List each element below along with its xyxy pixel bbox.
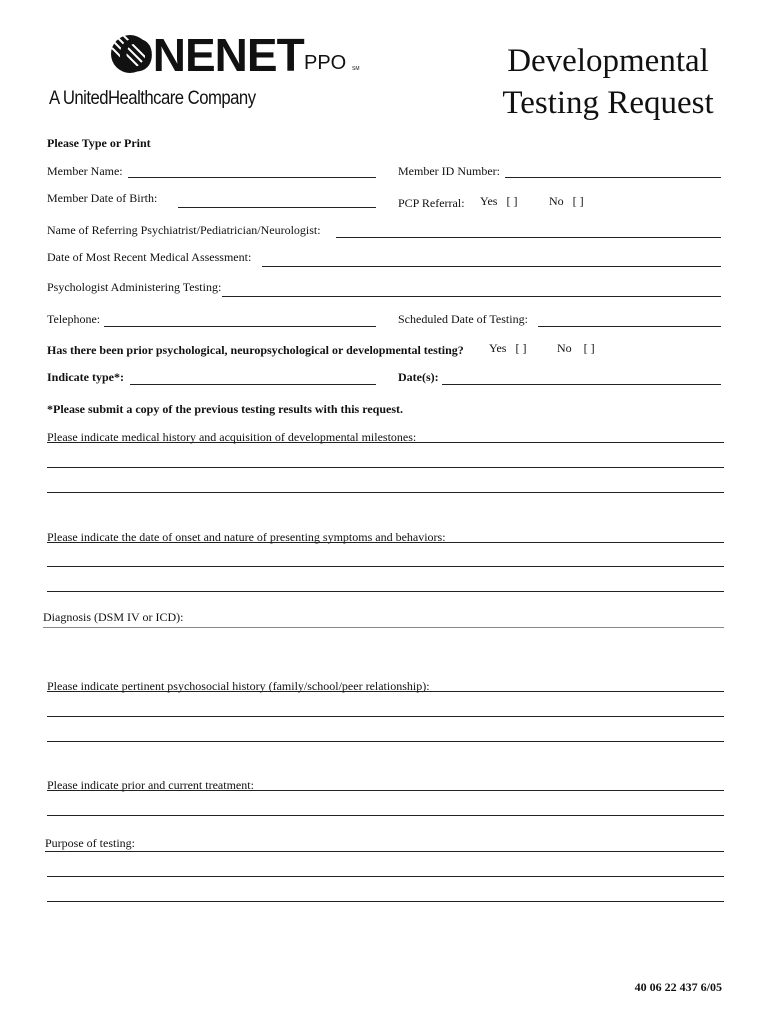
diagnosis-label: Diagnosis (DSM IV or ICD): bbox=[43, 610, 184, 624]
dates-label: Date(s): bbox=[398, 370, 439, 384]
pcp-no-label: No bbox=[549, 194, 564, 208]
diagnosis-line[interactable] bbox=[43, 627, 724, 628]
medical-history-line-2[interactable] bbox=[47, 467, 724, 468]
referring-label: Name of Referring Psychiatrist/Pediatrician/Neurologist: bbox=[47, 223, 321, 237]
submit-note: *Please submit a copy of the previous testing results with this request. bbox=[47, 402, 404, 416]
scheduled-date-label: Scheduled Date of Testing: bbox=[398, 312, 528, 326]
prior-no-checkbox[interactable]: [ ] bbox=[583, 341, 595, 355]
medical-history-label: Please indicate medical history and acquisition of developmental milestones: bbox=[47, 430, 417, 444]
page-title bbox=[478, 40, 738, 124]
indicate-type-label: Indicate type*: bbox=[47, 370, 124, 384]
onset-line-2[interactable] bbox=[47, 566, 724, 567]
instruction-text: Please Type or Print bbox=[47, 136, 151, 150]
medical-history-line-1 bbox=[47, 442, 724, 443]
psychologist-label: Psychologist Administering Testing: bbox=[47, 280, 222, 294]
member-id-field[interactable] bbox=[505, 164, 721, 178]
prior-yes-checkbox[interactable]: [ ] bbox=[515, 341, 527, 355]
prior-yes-option[interactable] bbox=[489, 341, 526, 355]
onset-line-3[interactable] bbox=[47, 591, 724, 592]
prior-no-option[interactable] bbox=[557, 341, 595, 355]
onset-line-1 bbox=[47, 542, 724, 543]
pcp-no-checkbox[interactable]: [ ] bbox=[572, 194, 584, 208]
prior-testing-question: Has there been prior psychological, neuropsychological or developmental testing? bbox=[47, 343, 464, 357]
purpose-line-2[interactable] bbox=[47, 876, 724, 877]
pcp-no-option[interactable] bbox=[549, 194, 584, 208]
psychosocial-label: Please indicate pertinent psychosocial history (family/school/peer relationship): bbox=[47, 679, 430, 693]
pcp-yes-label: Yes bbox=[480, 194, 498, 208]
psychosocial-line-3[interactable] bbox=[47, 741, 724, 742]
pcp-yes-checkbox[interactable]: [ ] bbox=[506, 194, 518, 208]
recent-assessment-label: Date of Most Recent Medical Assessment: bbox=[47, 250, 252, 264]
recent-assessment-field[interactable] bbox=[262, 253, 721, 267]
logo-service-mark: SM bbox=[352, 66, 360, 72]
pcp-referral-label: PCP Referral: bbox=[398, 196, 465, 210]
psychosocial-line-1 bbox=[47, 691, 724, 692]
psychosocial-line-2[interactable] bbox=[47, 716, 724, 717]
onenet-logo bbox=[108, 30, 368, 80]
dates-field[interactable] bbox=[442, 371, 721, 385]
member-dob-label: Member Date of Birth: bbox=[47, 191, 158, 205]
treatment-label: Please indicate prior and current treatment: bbox=[47, 778, 254, 792]
treatment-line-1 bbox=[47, 790, 724, 791]
indicate-type-field[interactable] bbox=[130, 371, 376, 385]
scheduled-date-field[interactable] bbox=[538, 313, 721, 327]
prior-no-label: No bbox=[557, 341, 572, 355]
company-tagline: A UnitedHealthcare Company bbox=[49, 88, 256, 109]
onset-label: Please indicate the date of onset and nature of presenting symptoms and behaviors: bbox=[47, 530, 446, 544]
pcp-yes-option[interactable] bbox=[480, 194, 517, 208]
logo-wordmark: ONENET bbox=[118, 29, 304, 81]
treatment-line-2[interactable] bbox=[47, 815, 724, 816]
telephone-field[interactable] bbox=[104, 313, 376, 327]
psychologist-field[interactable] bbox=[222, 283, 721, 297]
medical-history-line-3[interactable] bbox=[47, 492, 724, 493]
telephone-label: Telephone: bbox=[47, 312, 101, 326]
purpose-line-3[interactable] bbox=[47, 901, 724, 902]
prior-yes-label: Yes bbox=[489, 341, 507, 355]
title-line-2: Testing Request bbox=[502, 85, 714, 121]
form-code: 40 06 22 437 6/05 bbox=[634, 980, 722, 994]
member-id-label: Member ID Number: bbox=[398, 164, 500, 178]
member-name-field[interactable] bbox=[128, 164, 376, 178]
member-name-label: Member Name: bbox=[47, 164, 123, 178]
referring-field[interactable] bbox=[336, 224, 721, 238]
purpose-line-1 bbox=[45, 851, 724, 852]
member-dob-field[interactable] bbox=[178, 194, 376, 208]
title-line-1: Developmental bbox=[507, 43, 709, 79]
logo-ppo: PPO bbox=[304, 52, 347, 74]
purpose-label: Purpose of testing: bbox=[45, 836, 135, 850]
